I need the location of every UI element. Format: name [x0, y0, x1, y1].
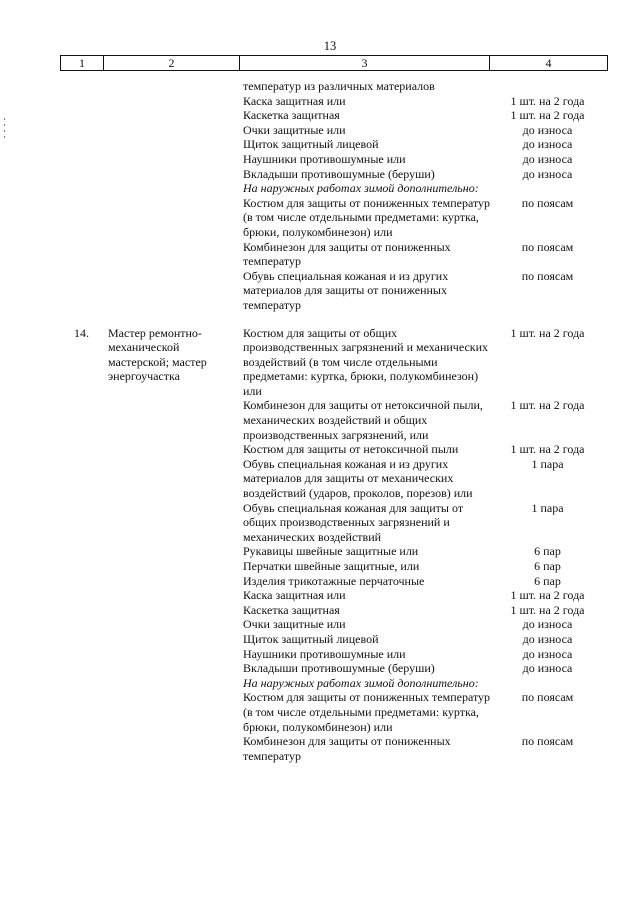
entry-14-items	[0, 326, 640, 764]
item-name: Каска защитная или	[243, 93, 346, 108]
item-name: Наушники противошумные или	[243, 646, 406, 661]
item-quantity: 1 шт. на 2 года	[510, 602, 585, 617]
item-name: Вкладыши противошумные (беруши)	[243, 166, 435, 181]
item-name: Костюм для защиты от пониженных температур (в том числе отдельными предметами: куртка, брюки, полукомбинезон) или	[243, 690, 491, 734]
table-row	[0, 79, 640, 94]
table-row	[0, 240, 640, 269]
item-quantity: 6 пар	[534, 544, 561, 559]
entry-14	[0, 326, 640, 764]
item-quantity: по поясам	[521, 690, 574, 705]
section-note: На наружных работах зимой дополнительно:	[243, 675, 479, 690]
table-row	[0, 123, 640, 138]
header-col-3: 3	[240, 56, 490, 70]
section-note-row	[0, 181, 640, 196]
item-quantity: до износа	[522, 166, 573, 181]
table-row	[0, 137, 640, 152]
table-row	[0, 269, 640, 313]
table-header	[60, 55, 608, 71]
item-name: Костюм для защиты от пониженных температур (в том числе отдельными предметами: куртка, брюки, полукомбинезон) или	[243, 195, 491, 239]
table-row	[0, 617, 640, 632]
continued-block	[0, 79, 640, 313]
item-quantity: по поясам	[521, 195, 574, 210]
item-quantity: до износа	[522, 661, 573, 676]
item-name: Каскетка защитная	[243, 108, 340, 123]
item-quantity: до износа	[522, 646, 573, 661]
entry-number: 14.	[74, 325, 89, 340]
table-row	[0, 501, 640, 545]
table-body	[0, 79, 640, 763]
item-quantity: 1 шт. на 2 года	[510, 93, 585, 108]
item-name: Комбинезон для защиты от пониженных температур	[243, 239, 451, 269]
table-row	[0, 152, 640, 167]
item-quantity: до износа	[522, 631, 573, 646]
table-row	[0, 559, 640, 574]
item-name: Изделия трикотажные перчаточные	[243, 573, 425, 588]
item-quantity: до износа	[522, 137, 573, 152]
item-name: Перчатки швейные защитные, или	[243, 559, 420, 573]
item-name: Рукавицы швейные защитные или	[243, 544, 419, 559]
table-row	[0, 457, 640, 501]
item-quantity: до износа	[522, 617, 573, 632]
table-row	[0, 661, 640, 676]
item-name: Вкладыши противошумные (беруши)	[243, 661, 435, 676]
table-row	[0, 544, 640, 559]
item-quantity: 1 шт. на 2 года	[510, 325, 585, 340]
item-name: Комбинезон для защиты от пониженных температур	[243, 734, 451, 763]
section-note-row	[0, 676, 640, 691]
table-row	[0, 632, 640, 647]
header-col-1: 1	[61, 56, 104, 70]
item-quantity: до износа	[522, 151, 573, 166]
entry-position: Мастер ремонтно-механической мастерской; мастер энергоучастка	[108, 325, 207, 384]
page-number: 13	[323, 39, 337, 53]
item-quantity: 1 пара	[531, 500, 564, 515]
table-row	[0, 574, 640, 589]
item-quantity: по поясам	[521, 734, 574, 749]
item-name: Очки защитные или	[243, 122, 346, 137]
item-name: Наушники противошумные или	[243, 151, 406, 166]
table-row	[0, 603, 640, 618]
item-quantity: 1 шт. на 2 года	[510, 442, 585, 457]
header-col-4: 4	[545, 56, 552, 70]
item-quantity: 6 пар	[534, 559, 561, 573]
table-row	[0, 398, 640, 442]
table-row	[0, 647, 640, 662]
item-name: Обувь специальная кожаная и из других материалов для защиты от пониженных температур	[243, 268, 449, 312]
item-quantity: 1 шт. на 2 года	[510, 398, 585, 413]
header-col-2: 2	[104, 56, 240, 70]
item-quantity: 1 шт. на 2 года	[510, 108, 585, 123]
item-name: Комбинезон для защиты от нетоксичной пыли, механических воздействий и общих производственных загрязнений, или	[243, 398, 483, 442]
table-row	[0, 94, 640, 109]
table-row	[0, 326, 640, 399]
item-quantity: по поясам	[521, 268, 574, 283]
item-name: Костюм для защиты от общих производственных загрязнений и механических воздействий (в том числе отдельными предметами: куртка, брюки, полукомбинезон) или	[243, 325, 489, 398]
table-row	[0, 108, 640, 123]
section-note: На наружных работах зимой дополнительно:	[243, 181, 479, 196]
table-row	[0, 734, 640, 763]
item-quantity: 1 шт. на 2 года	[510, 588, 585, 603]
item-quantity: по поясам	[521, 239, 574, 254]
table-row	[0, 690, 640, 734]
item-name: Обувь специальная кожаная и из других материалов для защиты от механических воздействий (ударов, проколов, порезов) или	[243, 456, 473, 501]
item-name: температур из различных материалов	[243, 79, 435, 93]
item-quantity: до износа	[522, 122, 573, 137]
item-name: Щиток защитный лицевой	[243, 137, 379, 152]
item-quantity: 6 пар	[534, 573, 561, 588]
table-row	[0, 167, 640, 182]
table-row	[0, 196, 640, 240]
table-row	[0, 442, 640, 457]
item-quantity: 1 пара	[531, 456, 564, 471]
item-name: Очки защитные или	[243, 617, 346, 632]
item-name: Обувь специальная кожаная для защиты от общих производственных загрязнений и механических воздействий	[243, 500, 464, 544]
item-name: Каскетка защитная	[243, 602, 340, 617]
item-name: Костюм для защиты от нетоксичной пыли	[243, 442, 459, 457]
item-name: Каска защитная или	[243, 588, 346, 603]
item-name: Щиток защитный лицевой	[243, 631, 379, 646]
table-row	[0, 588, 640, 603]
